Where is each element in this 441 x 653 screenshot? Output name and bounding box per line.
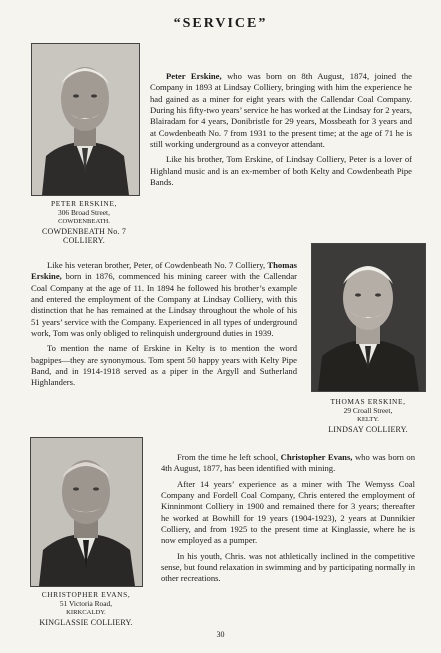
person-name: Christopher Evans, xyxy=(280,452,353,462)
caption-colliery: COWDENBEATH No. 7 xyxy=(41,226,127,236)
paragraph xyxy=(31,343,297,388)
text-span: In his youth, Chris. was not athletically inclined in the competitive sense, but found relaxation in swimming and by participating normally in other recreations. xyxy=(161,550,415,584)
text-span: who was born on 4th August, 1877, has been identified with mining. xyxy=(161,452,416,474)
caption-town: KELTY. xyxy=(357,416,379,424)
caption-colliery: LINDSAY COLLIERY. xyxy=(328,424,408,434)
caption-address: 29 Croall Street, xyxy=(343,406,393,416)
text-span: who was born on 8th August, 1874, joined the Company in 1893 at Lindsay Colliery, bringing with him the experience he had gained as a miner for eight years with the Callendar Coal Company. During his fifty-two years’ service he has worked at the Lindsay for 2 years, Blairadam for 4 years, Donibristle for 29 years, Mossbeath for 3 years and at Cowdenbeath No. 7 from 1931 to the present time; at the age of 71 he is still working underground as a conveyor attendant. xyxy=(150,71,412,150)
portrait-photo-thomas-erskine xyxy=(311,243,426,392)
caption-name: PETER ERSKINE, xyxy=(51,199,117,208)
person-name: Peter Erskine, xyxy=(166,71,222,81)
paragraph xyxy=(150,71,412,150)
bio-peter-erskine xyxy=(150,71,412,188)
page-number: 30 xyxy=(216,630,225,639)
paragraph xyxy=(161,551,415,585)
paragraph xyxy=(161,452,415,475)
paragraph xyxy=(161,479,415,547)
text-span: To mention the name of Erskine in Kelty is to mention the word bagpipes—they are synonymous. Tom spent 50 happy years with Kelty Pipe Band, and in 1914-1918 served as a piper in the Argyll and Sutherland Highlanders. xyxy=(31,343,297,388)
caption-thomas-erskine xyxy=(304,397,432,434)
caption-name: THOMAS ERSKINE, xyxy=(330,397,406,406)
text-span: born in 1876, commenced his mining career with the Callendar Coal Company at the age of 11. In 1894 he followed his brother’s example and entered the employment of the Company at Lindsay Colliery, with this distinction that he has remained at the Lindsay throughout the whole of his 51 years’ service with the Company. Experienced in all types of underground work, Tom was only obliged to relinquish underground duties in 1939. xyxy=(31,271,297,339)
text-span: After 14 years’ experience as a miner with The Wemyss Coal Company and Fordell Coal Company, Chris entered the employment of Kinninmont Colliery in 1900 and remained there for 3 years; thereafter he worked at Bowhill for 19 years (1904-1923), 2 years at Dunnikier Colliery, and from 1925 to the present time at Kinglassie, where he is now employed as a pumper. xyxy=(161,478,415,546)
portrait-photo-peter-erskine xyxy=(31,43,140,196)
portrait-photo-christopher-evans xyxy=(30,437,143,587)
caption-christopher-evans xyxy=(22,590,150,627)
paragraph xyxy=(150,154,412,188)
caption-name: CHRISTOPHER EVANS, xyxy=(41,590,131,599)
text-span: From the time he left school, xyxy=(177,452,281,462)
paragraph xyxy=(31,260,297,339)
caption-address: 306 Broad Street, xyxy=(58,208,110,218)
caption-colliery-cont: COLLIERY. xyxy=(63,235,105,245)
caption-peter-erskine xyxy=(24,199,144,245)
text-span: Like his veteran brother, Peter, of Cowdenbeath No. 7 Colliery, xyxy=(47,260,268,270)
bio-christopher-evans xyxy=(161,452,415,585)
caption-address: 51 Victoria Road, xyxy=(59,599,113,609)
text-span: Like his brother, Tom Erskine, of Lindsay Colliery, Peter is a lover of Highland music and is an ex-member of both Kelty and Cowdenbeath Pipe Bands. xyxy=(150,154,412,188)
person-name: Thomas Erskine, xyxy=(31,260,297,282)
caption-colliery: KINGLASSIE COLLIERY. xyxy=(39,617,133,627)
caption-town: KIRKCALDY. xyxy=(66,609,106,617)
bio-thomas-erskine xyxy=(31,260,297,389)
caption-town: COWDENBEATH. xyxy=(58,218,110,226)
page-title: “SERVICE” xyxy=(173,16,268,31)
